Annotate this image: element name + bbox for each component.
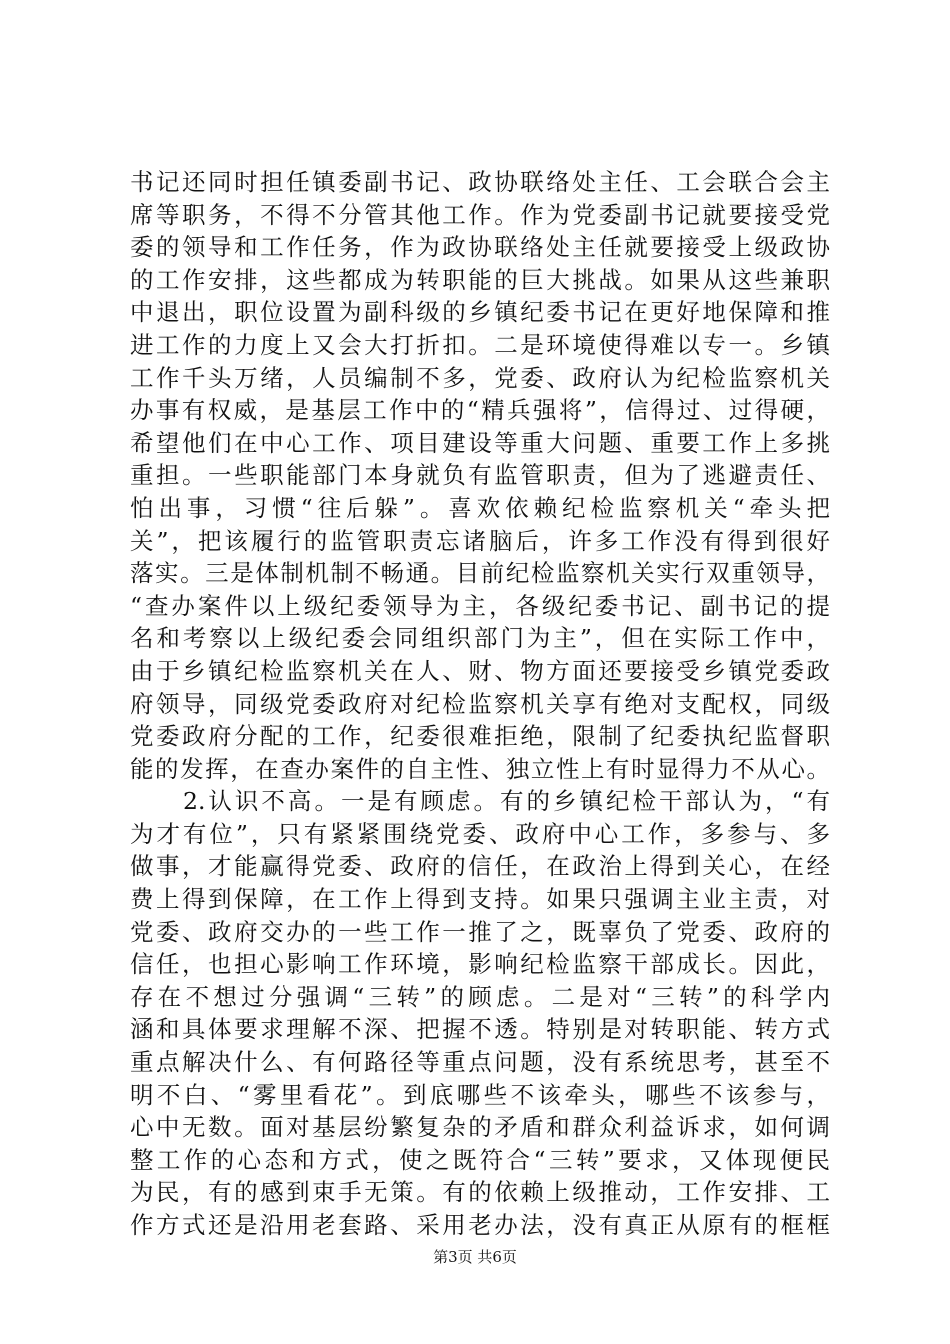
text-line: 重点解决什么、有何路径等重点问题，没有系统思考，甚至不 <box>130 1048 830 1077</box>
text-line: 怕出事，习惯“往后躲”。喜欢依赖纪检监察机关“牵头把 <box>130 493 830 522</box>
page-footer: 第3页 共6页 <box>433 1248 517 1266</box>
text-line: 府领导，同级党委政府对纪检监察机关享有绝对支配权，同级 <box>130 689 830 718</box>
text-line: 关”，把该履行的监管职责忘诸脑后，许多工作没有得到很好 <box>130 526 830 555</box>
text-line: 作方式还是沿用老套路、采用老办法，没有真正从原有的框框 <box>130 1211 830 1239</box>
body-text <box>130 166 830 1242</box>
text-line: 党委、政府交办的一些工作一推了之，既辜负了党委、政府的 <box>130 917 830 946</box>
text-line: 为才有位”，只有紧紧围绕党委、政府中心工作，多参与、多 <box>130 819 830 848</box>
text-line: 书记还同时担任镇委副书记、政协联络处主任、工会联合会主 <box>130 168 830 196</box>
text-line: “查办案件以上级纪委领导为主，各级纪委书记、副书记的提 <box>130 591 830 620</box>
text-line: 党委政府分配的工作，纪委很难拒绝，限制了纪委执纪监督职 <box>130 722 830 751</box>
text-line: 的工作安排，这些都成为转职能的巨大挑战。如果从这些兼职 <box>130 265 830 294</box>
text-line: 办事有权威，是基层工作中的“精兵强将”，信得过、过得硬， <box>130 396 830 425</box>
text-line: 心中无数。面对基层纷繁复杂的矛盾和群众利益诉求，如何调 <box>130 1113 830 1142</box>
text-line: 重担。一些职能部门本身就负有监管职责，但为了逃避责任、 <box>130 461 830 490</box>
text-line: 明不白、“雾里看花”。到底哪些不该牵头，哪些不该参与， <box>130 1080 830 1109</box>
text-line: 落实。三是体制机制不畅通。目前纪检监察机关实行双重领导， <box>130 559 830 588</box>
text-line: 为民，有的感到束手无策。有的依赖上级推动，工作安排、工 <box>130 1178 830 1207</box>
text-line: 希望他们在中心工作、项目建设等重大问题、重要工作上多挑 <box>130 428 830 457</box>
text-line: 整工作的心态和方式，使之既符合“三转”要求，又体现便民 <box>130 1145 830 1174</box>
text-line: 由于乡镇纪检监察机关在人、财、物方面还要接受乡镇党委政 <box>130 656 830 685</box>
text-line: 名和考察以上级纪委会同组织部门为主”，但在实际工作中， <box>130 624 830 653</box>
text-line: 委的领导和工作任务，作为政协联络处主任就要接受上级政协 <box>130 233 830 262</box>
text-line: 工作千头万绪，人员编制不多，党委、政府认为纪检监察机关 <box>130 363 830 392</box>
text-line: 2.认识不高。一是有顾虑。有的乡镇纪检干部认为，“有 <box>130 787 830 816</box>
text-line: 涵和具体要求理解不深、把握不透。特别是对转职能、转方式 <box>130 1015 830 1044</box>
text-line: 中退出，职位设置为副科级的乡镇纪委书记在更好地保障和推 <box>130 298 830 327</box>
text-line: 进工作的力度上又会大打折扣。二是环境使得难以专一。乡镇 <box>130 330 830 359</box>
text-line: 做事，才能赢得党委、政府的信任，在政治上得到关心，在经 <box>130 852 830 881</box>
text-line: 席等职务，不得不分管其他工作。作为党委副书记就要接受党 <box>130 200 830 229</box>
text-line: 费上得到保障，在工作上得到支持。如果只强调主业主责，对 <box>130 885 830 914</box>
text-line: 能的发挥，在查办案件的自主性、独立性上有时显得力不从心。 <box>130 754 830 783</box>
text-line: 信任，也担心影响工作环境，影响纪检监察干部成长。因此， <box>130 950 830 979</box>
text-line: 存在不想过分强调“三转”的顾虑。二是对“三转”的科学内 <box>130 982 830 1011</box>
